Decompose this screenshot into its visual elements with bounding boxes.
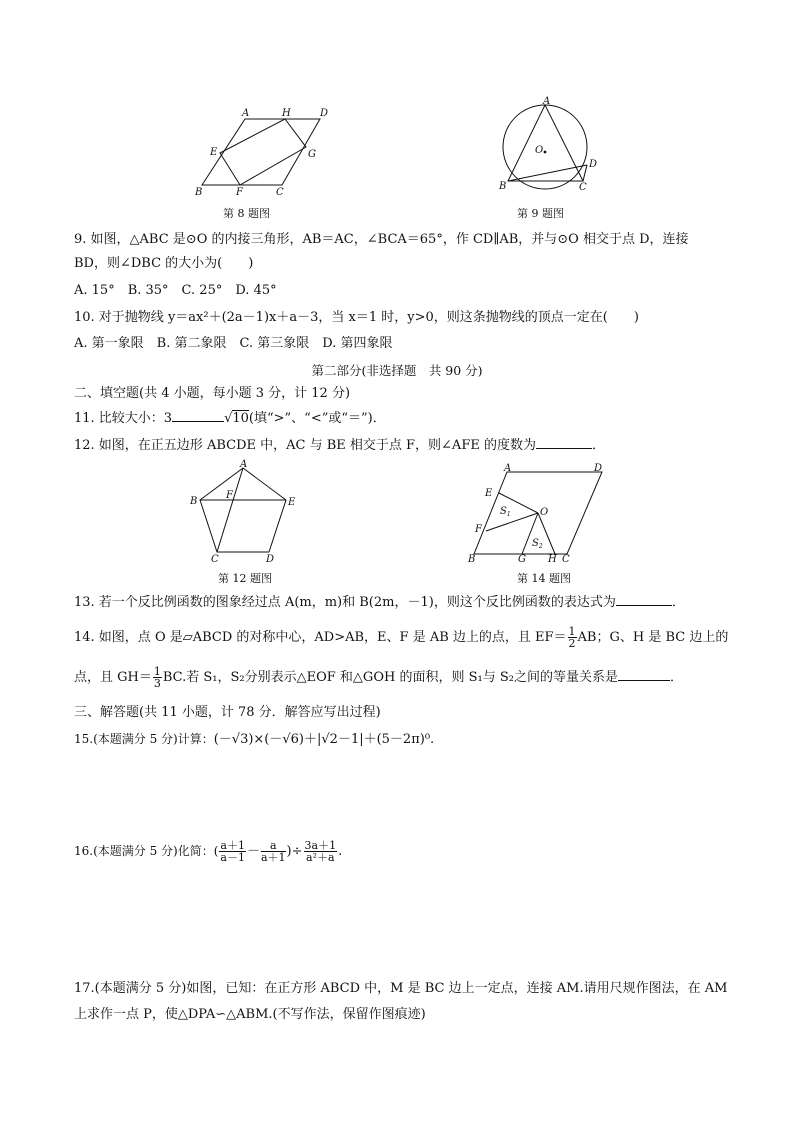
section-3-heading: 三、解答题(共 11 小题，计 78 分．解答应写出过程) <box>74 705 381 720</box>
section-2-heading: 二、填空题(共 4 小题，每小题 3 分，计 12 分) <box>74 386 351 401</box>
fig8-label-D: D <box>320 108 329 119</box>
question-14-end: ． <box>669 670 683 685</box>
fig14-label-H: H <box>548 554 557 565</box>
question-14-text-b: AB；G、H 是 BC 边上的 <box>577 630 729 645</box>
question-14-line-2 <box>74 664 683 692</box>
question-15-expression: (－√3)×(－√6)＋|√2－1|＋(5－2π)⁰. <box>213 732 435 747</box>
question-11-radicand: 10 <box>232 411 249 426</box>
question-12-blank <box>536 448 592 449</box>
fig9-label-C: C <box>579 182 587 193</box>
fig9-label-O: O <box>535 145 544 156</box>
fig9-label-B: B <box>499 181 507 192</box>
fig14-label-C: C <box>562 554 570 565</box>
fig8-label-A: A <box>242 108 250 119</box>
fig12-label-E: E <box>288 497 296 508</box>
figure-8 <box>190 105 340 200</box>
fig8-caption: 第 8 题图 <box>223 207 270 220</box>
question-17-line-2: 上求作一点 P，使△DPA∽△ABM.(不写作法，保留作图痕迹) <box>74 1007 426 1022</box>
question-11-prefix: 11. 比较大小：3 <box>74 411 173 426</box>
fig14-label-A: A <box>504 463 512 474</box>
fig14-label-B: B <box>468 554 476 565</box>
figure-12 <box>188 458 298 566</box>
fig12-label-F: F <box>226 490 233 501</box>
question-13-blank <box>616 605 672 606</box>
question-12-end: ． <box>591 438 605 453</box>
question-10-line-1: 10. 对于抛物线 y＝ax²＋(2a－1)x＋a－3，当 x＝1 时，y>0，则这条抛物线的顶点一定在( ) <box>74 310 639 325</box>
question-11-blank <box>172 421 224 422</box>
question-16: 16.(本题满分 5 分)化简：( $\frac{a+1}{a-1}$ － $\frac{a}{a+1}$ )÷ $\frac{3a+1}{\text{a²＋a}}$ . <box>74 839 343 864</box>
question-13 <box>74 594 685 612</box>
fig12-label-A: A <box>240 459 248 470</box>
fig14-label-F: F <box>475 524 482 535</box>
question-14-blank <box>618 680 670 681</box>
question-10-options: A. 第一象限 B. 第二象限 C. 第三象限 D. 第四象限 <box>74 336 393 351</box>
question-14-line-1 <box>74 624 728 652</box>
question-12 <box>74 437 605 455</box>
fraction-1: $\frac{a+1}{a-1}$ <box>220 839 245 864</box>
fig14-caption: 第 14 题图 <box>517 572 571 585</box>
figure-14 <box>462 462 612 566</box>
fig14-label-G: G <box>518 554 526 565</box>
fig14-label-O: O <box>540 507 549 518</box>
question-15-prefix: 15.(本题满分 5 分)计算： <box>74 732 214 746</box>
fig8-label-C: C <box>276 187 284 198</box>
question-17-line-1: 17.(本题满分 5 分)如图，已知：在正方形 ABCD 中，M 是 BC 边上一定点，连接 AM.请用尺规作图法，在 AM <box>74 981 728 996</box>
fraction-2: $\frac{a}{a+1}$ <box>260 839 286 864</box>
question-15 <box>74 730 434 749</box>
question-9-options: A. 15° B. 35° C. 25° D. 45° <box>74 283 277 298</box>
question-14-text-a: 14. 如图，点 O 是▱ABCD 的对称中心，AD>AB，E、F 是 AB 边上的点，且 EF＝ <box>74 630 567 645</box>
part-2-title: 第二部分(非选择题 共 90 分) <box>311 363 483 378</box>
question-11-suffix: (填“>”、“<”或“＝”)． <box>248 411 386 426</box>
sqrt-symbol: √ <box>224 411 233 426</box>
fig8-label-H: H <box>282 108 291 119</box>
fig14-label-D: D <box>594 463 603 474</box>
fig9-label-A: A <box>543 96 551 107</box>
question-16-prefix: 16.(本题满分 5 分)化简：( <box>74 844 219 858</box>
question-12-text: 12. 如图，在正五边形 ABCDE 中，AC 与 BE 相交于点 F，则∠AFE 的度数为 <box>74 438 536 453</box>
fraction-third: $\frac{1}{3}$ <box>153 665 161 690</box>
question-13-text: 13. 若一个反比例函数的图象经过点 A(m，m)和 B(2m，－1)，则这个反比例函数的表达式为 <box>74 595 616 610</box>
fig12-label-D: D <box>266 554 275 565</box>
question-9-line-2: BD，则∠DBC 的大小为( ) <box>74 256 254 271</box>
fig12-caption: 第 12 题图 <box>218 572 272 585</box>
fraction-3: $\frac{3a+1}{\text{a²＋a}}$ <box>304 839 337 864</box>
fig12-label-C: C <box>211 554 219 565</box>
fig9-label-D: D <box>589 159 598 170</box>
fig8-label-E: E <box>210 147 218 158</box>
fig8-label-G: G <box>308 149 316 160</box>
figure-9 <box>495 95 605 195</box>
question-14-text-c: 点，且 GH＝ <box>74 670 152 685</box>
question-9-line-1: 9. 如图，△ABC 是⊙O 的内接三角形，AB＝AC，∠BCA＝65°，作 CD∥AB，并与⊙O 相交于点 D，连接 <box>74 232 689 247</box>
fig9-caption: 第 9 题图 <box>517 207 564 220</box>
fig14-label-E: E <box>485 488 493 499</box>
question-13-end: ． <box>671 595 685 610</box>
fraction-half: $\frac{1}{2}$ <box>568 625 576 650</box>
question-11 <box>74 410 386 428</box>
fig12-label-B: B <box>190 496 198 507</box>
question-14-text-d: BC.若 S₁，S₂分别表示△EOF 和△GOH 的面积，则 S₁与 S₂之间的等量关系是 <box>162 670 618 685</box>
fig14-label-S1: $S_1$ <box>500 506 511 518</box>
fig8-label-F: F <box>236 187 243 198</box>
fig14-label-S2: $S_2$ <box>532 538 543 550</box>
fig8-label-B: B <box>195 187 203 198</box>
